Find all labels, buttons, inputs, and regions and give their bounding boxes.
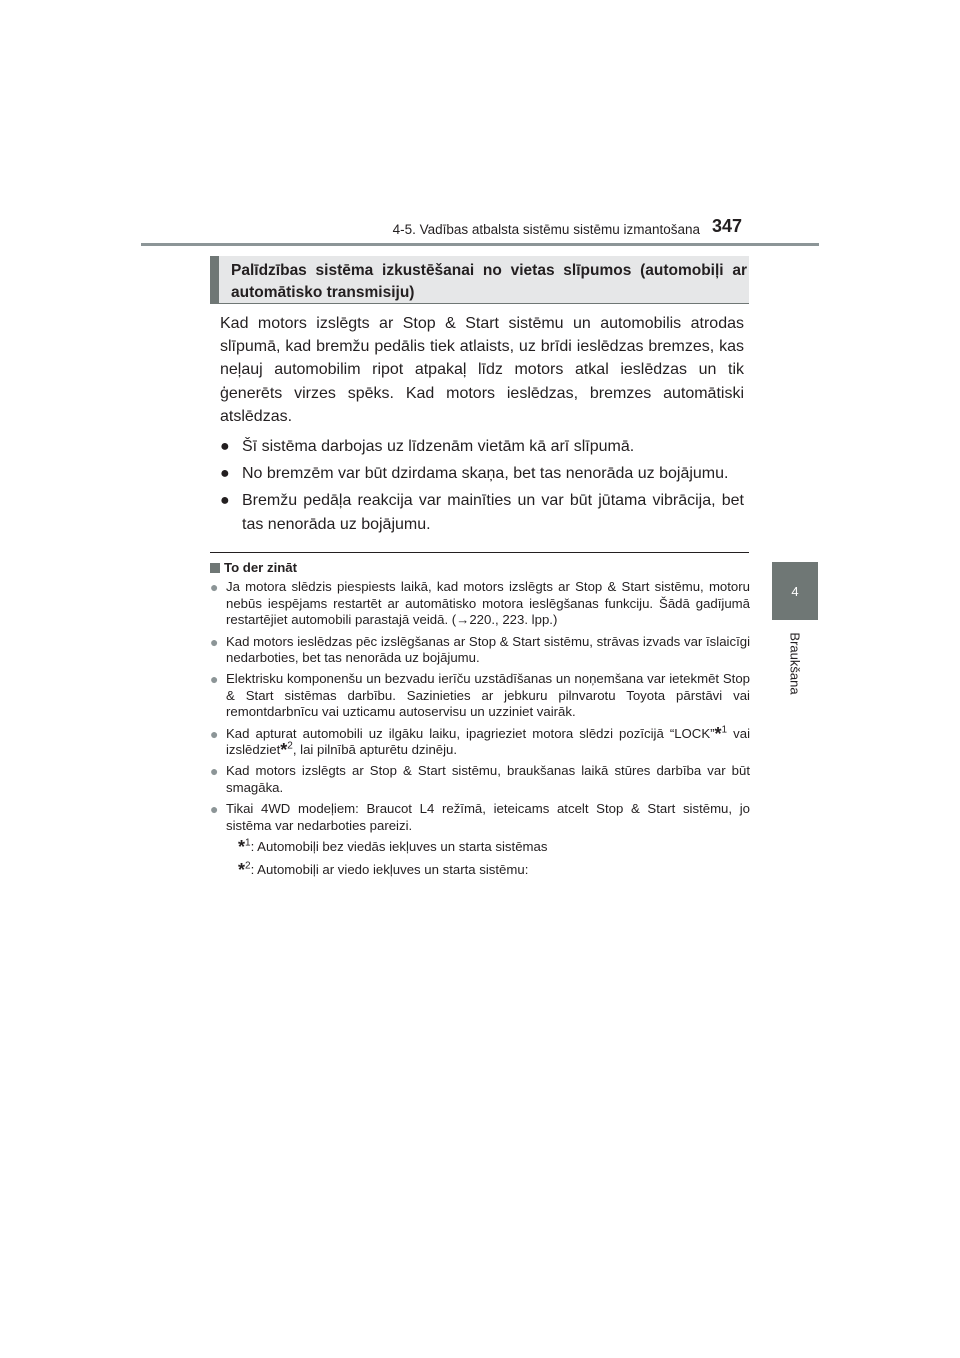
section-body [220,312,744,540]
tip-item [210,634,750,667]
tip-item [210,763,750,796]
section-heading-box [210,256,749,304]
list-item [220,435,744,458]
bullet-icon: ● [220,438,230,456]
footnote-ref-2: 2 [287,740,293,752]
chapter-number: 4 [791,583,799,599]
bullet-icon: ● [220,465,230,483]
tip-heading-text: To der zināt [224,560,298,575]
tip-item [210,579,750,628]
bullet-icon: ● [210,763,219,780]
footnote-mark: * [238,859,246,880]
tip-item [210,671,750,720]
chapter-name: Braukšana [787,631,803,695]
bullet-icon: ● [210,671,219,688]
page-number: 347 [712,216,743,236]
list-item [220,489,744,535]
chapter-tab [772,562,818,620]
tip-item-text: Tikai 4WD modeļiem: Braucot L4 režīmā, ieteicams atcelt Stop & Start sistēmu, jo sistēma var nedarboties pareizi. [226,801,750,833]
bullet-icon: ● [220,492,230,510]
list-item [220,462,744,485]
lock-text-part1: Kad apturat automobili uz ilgāku laiku, ipagrieziet motora slēdzi pozīcijā “LOCK” [226,725,715,741]
chapter-title: 4-5. Vadības atbalsta sistēmu sistēmu izmantošana [392,222,700,237]
list-item-text: Šī sistēma darbojas uz līdzenām vietām kā arī slīpumā. [242,438,635,456]
intro-paragraph: Kad motors izslēgts ar Stop & Start sistēmu un automobilis atrodas slīpumā, kad bremžu pedālis tiek atlaists, uz brīdi ieslēdzas bremzes, kas neļauj automobilim ripot atpakaļ līdz motors atkal ieslēdzas un tik ģenerēts virzes spēks. Kad motors ieslēdzas, bremzes automātiski atslēdzas. [220,315,744,425]
tip-heading [210,560,750,576]
bullet-icon: ● [210,633,219,650]
footnote-mark: * [238,837,246,858]
footnote-star: * [280,740,288,761]
section-title: Palīdzības sistēma izkustēšanai no vietas slīpumos (automobiļi ar automātisko transmisiju) [231,262,747,301]
header-divider [141,243,819,246]
chapter-label [772,628,818,698]
section-divider [210,552,749,553]
bullet-icon: ● [210,579,219,596]
tip-item-text: Kad motors ieslēdzas pēc izslēgšanas ar Stop & Start sistēmu, strāvas izvads var īslaicīgi nedarboties, bet tas nenorāda uz bojājumu. [226,633,750,666]
footnote-text: : Automobiļi bez viedās iekļuves un starta sistēmas [250,839,548,855]
tip-item-text: Elektrisku komponenšu un bezvadu ierīču uzstādīšanas un noņemšana var ietekmēt Stop & Start sistēmas darbību. Sazinieties ar jebkuru pilnvarotu Toyota pārstāvi vai remontdarbnīcu vai uzticamu autoservisu un uzziniet vairāk. [226,671,750,720]
lock-text-part3: , lai pilnībā apturētu dzinēju. [292,742,458,758]
square-icon [210,563,220,573]
footnote-2 [210,859,750,880]
footnote-ref-1: 1 [721,724,728,736]
footnote-1 [210,837,750,858]
footnote-number: 1 [245,837,251,849]
footnote-text: : Automobiļi ar viedo iekļuves un starta sistēmu: [250,861,529,877]
tip-item-text: Ja motora slēdzis piespiests laikā, kad motors izslēgts ar Stop & Start sistēmu, motoru nebūs iespējams restartēt ar automātisko motora ieslēgšanas funkciju. Šādā gadījumā restartējiet automobili parastajā veidā. (→220., 223. lpp.) [226,579,750,628]
tip-item [210,801,750,834]
footnote-number: 2 [245,860,251,872]
list-item-text: No bremzēm var būt dzirdama skaņa, bet tas nenorāda uz bojājumu. [242,465,729,483]
list-item-text: Bremžu pedāļa reakcija var mainīties un var būt jūtama vibrācija, bet tas nenorāda uz bojājumu. [242,492,744,533]
tip-section [210,560,750,884]
bullet-list [220,435,744,536]
tip-item-lock [210,723,750,761]
tip-item-text: Kad motors izslēgts ar Stop & Start sistēmu, braukšanas laikā stūres darbība var būt smagāka. [226,763,750,795]
lock-text-part2: vai izslēdziet [226,725,750,758]
footnote-star: * [714,723,722,744]
bullet-icon: ● [210,725,219,742]
bullet-icon: ● [210,801,219,818]
